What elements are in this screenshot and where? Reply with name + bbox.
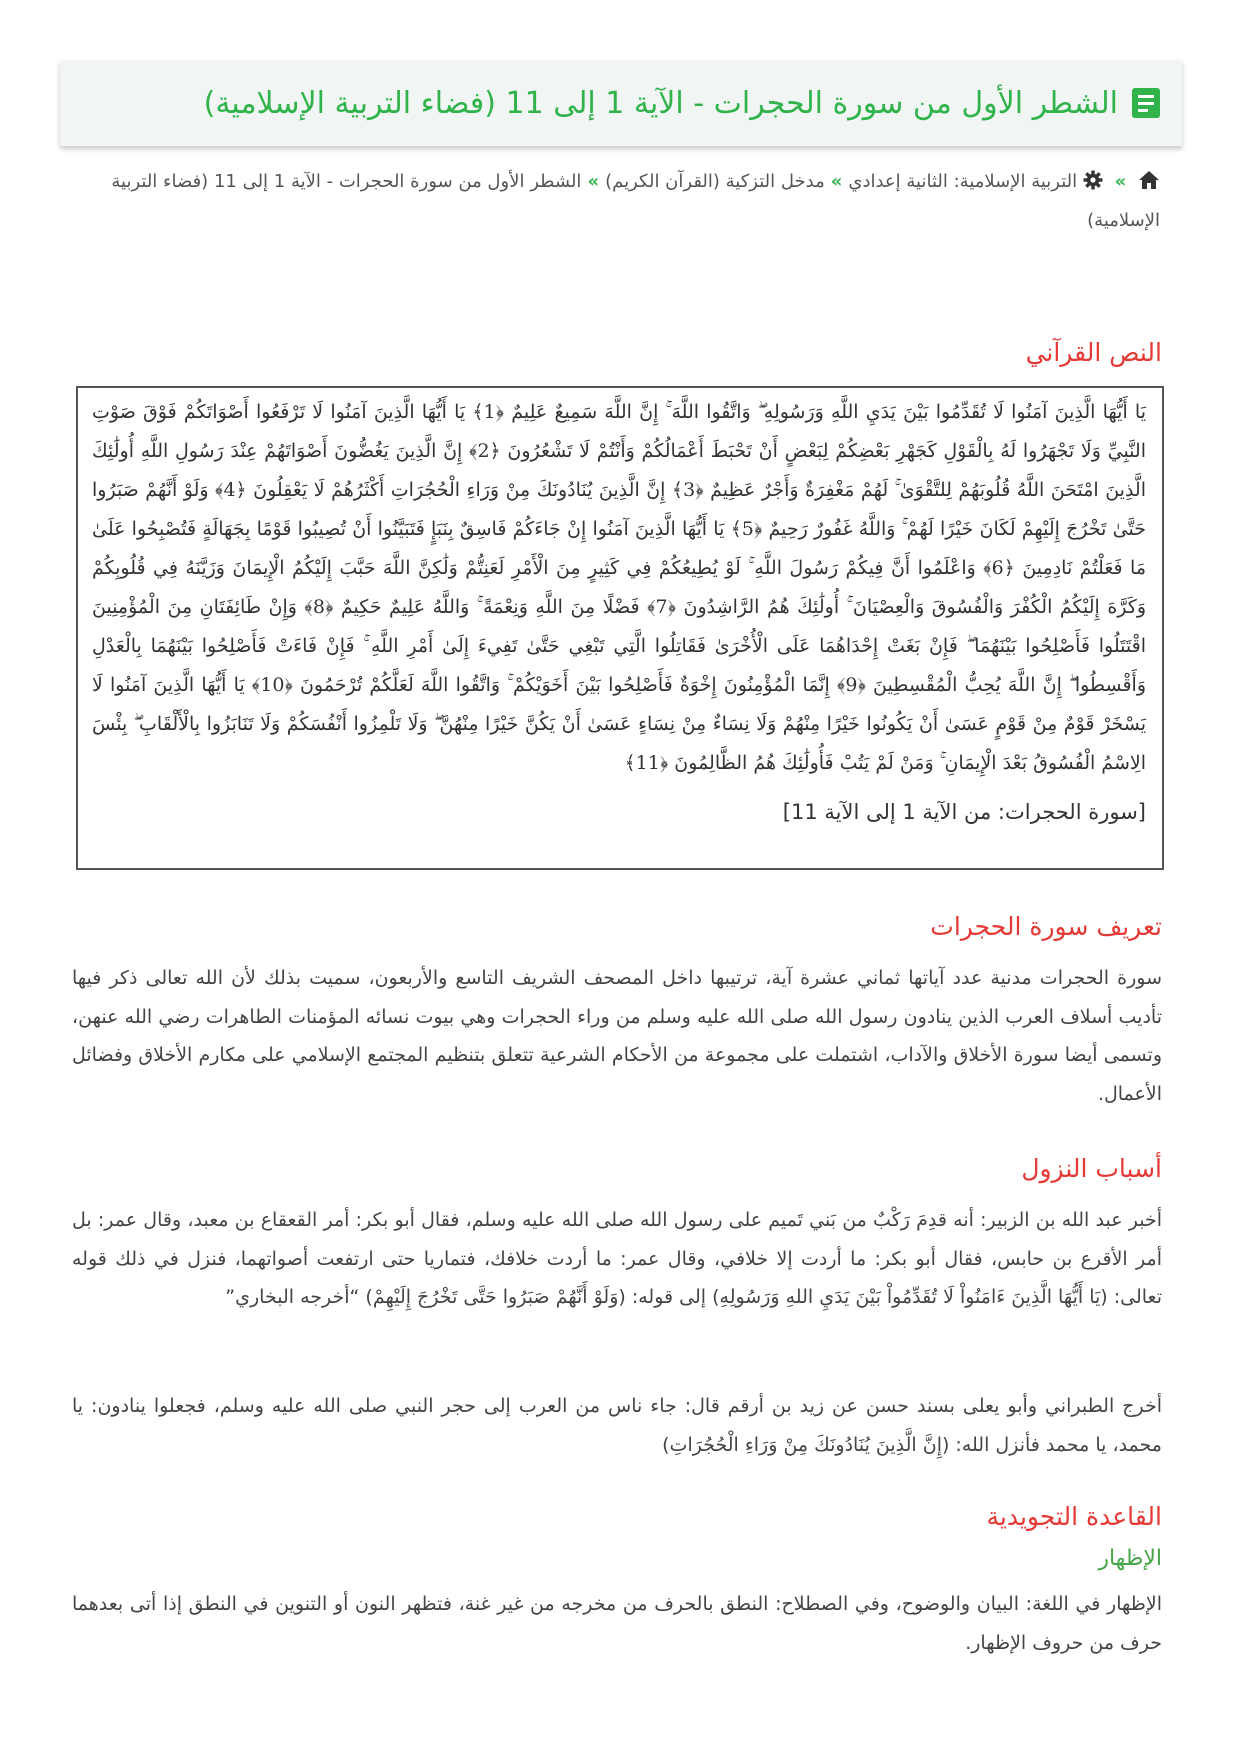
home-icon[interactable] [1138, 167, 1160, 203]
breadcrumb-separator: » [1114, 171, 1127, 192]
tajweed-section-heading: القاعدة التجويدية [986, 1502, 1162, 1531]
quran-reference: [سورة الحجرات: من الآية 1 إلى الآية 11] [782, 800, 1146, 824]
breadcrumb-current: الشطر الأول من سورة الحجرات - الآية 1 إلى 11 (فضاء التربية الإسلامية) [111, 171, 1160, 231]
gear-icon [1083, 167, 1103, 203]
definition-text: سورة الحجرات مدنية عدد آياتها ثماني عشرة آية، ترتيبها داخل المصحف الشريف التاسع والأربعون، سميت بذلك لأن الله تعالى ذكر فيها تأديب أسلاف العرب الذين ينادون رسول الله صلى الله عليه وسلم من وراء الحجرات وهي بيوت نسائه المؤمنات الطاهرات رضي الله عنهن، وتسمى أيضا سورة الأخلاق والآداب، اشتملت على مجموعة من الأحكام الشرعية تتعلق بتنظيم المجتمع الإسلامي على مكارم الأخلاق وفضائل الأعمال. [72, 967, 1162, 1105]
definition-section-heading: تعريف سورة الحجرات [930, 912, 1162, 941]
revelation-paragraph-1: أخبر عبد الله بن الزبير: أنه قدِمَ رَكْبٌ من بَني تَميم على رسول الله صلى الله عليه وسلم، فقال أبو بكر: أمر القعقاع بن معبد، وقال عمر: بل أمر الأقرع بن حابس، فقال أبو بكر: ما أردت إلا خلافي، وقال عمر: ما أردت خلافك، فتماريا حتى ارتفعت أصواتهما، فنزل في ذلك قوله تعالى: (يَا أَيُّهَا الَّذِينَ ءَامَنُواْ لَا تُقَدِّمُواْ بَيْنَ يَدَيِ اللهِ وَرَسُولِهِ) إلى قوله: (وَلَوْ أَنَّهُمْ صَبَرُوا حَتَّى تَخْرُجَ إِلَيْهِمْ) “أخرجه البخاري” [72, 1209, 1162, 1308]
revelation-paragraph-2: أخرج الطبراني وأبو يعلى بسند حسن عن زيد بن أرقم قال: جاء ناس من العرب إلى حجر النبي صلى الله عليه وسلم، فجعلوا ينادون: يا محمد، يا محمد فأنزل الله: (إِنَّ الَّذِينَ يُنَادُونَكَ مِنْ وَرَاءِ الْحُجُرَاتِ) [72, 1395, 1162, 1456]
revelation-section-heading: أسباب النزول [1021, 1154, 1162, 1183]
breadcrumb-separator: » [830, 171, 843, 192]
breadcrumb-link-grade[interactable]: التربية الإسلامية: الثانية إعدادي [848, 171, 1078, 192]
page-title: الشطر الأول من سورة الحجرات - الآية 1 إلى 11 (فضاء التربية الإسلامية) [203, 85, 1118, 121]
quran-text-box [76, 386, 1164, 870]
title-bar [60, 60, 1182, 146]
quran-section-heading: النص القرآني [1025, 338, 1162, 367]
breadcrumb-link-unit[interactable]: مدخل التزكية (القرآن الكريم) [605, 171, 825, 192]
document-list-icon [1132, 88, 1160, 118]
breadcrumb-separator: » [587, 171, 600, 192]
tajweed-subheading: الإظهار [1098, 1546, 1162, 1571]
breadcrumb [80, 164, 1160, 239]
tajweed-text: الإظهار في اللغة: البيان والوضوح، وفي الصطلاح: النطق بالحرف من مخرجه من غير غنة، فتظهر النون أو التنوين في النطق إذا أتى بعدهما حرف من حروف الإظهار. [72, 1593, 1162, 1654]
quran-text: يَا أَيُّهَا الَّذِينَ آمَنُوا لَا تُقَدِّمُوا بَيْنَ يَدَيِ اللَّهِ وَرَسُولِهِ ۖ وَاتَّقُوا اللَّهَ ۚ إِنَّ اللَّهَ سَمِيعٌ عَلِيمٌ ﴿1﴾ يَا أَيُّهَا الَّذِينَ آمَنُوا لَا تَرْفَعُوا أَصْوَاتَكُمْ فَوْقَ صَوْتِ النَّبِيِّ وَلَا تَجْهَرُوا لَهُ بِالْقَوْلِ كَجَهْرِ بَعْضِكُمْ لِبَعْضٍ أَنْ تَحْبَطَ أَعْمَالُكُمْ وَأَنْتُمْ لَا تَشْعُرُونَ ﴿2﴾ إِنَّ الَّذِينَ يَغُضُّونَ أَصْوَاتَهُمْ عِنْدَ رَسُولِ اللَّهِ أُولَٰئِكَ الَّذِينَ امْتَحَنَ اللَّهُ قُلُوبَهُمْ لِلتَّقْوَىٰ ۚ لَهُمْ مَغْفِرَةٌ وَأَجْرٌ عَظِيمٌ ﴿3﴾ إِنَّ الَّذِينَ يُنَادُونَكَ مِنْ وَرَاءِ الْحُجُرَاتِ أَكْثَرُهُمْ لَا يَعْقِلُونَ ﴿4﴾ وَلَوْ أَنَّهُمْ صَبَرُوا حَتَّىٰ تَخْرُجَ إِلَيْهِمْ لَكَانَ خَيْرًا لَهُمْ ۚ وَاللَّهُ غَفُورٌ رَحِيمٌ ﴿5﴾ يَا أَيُّهَا الَّذِينَ آمَنُوا إِنْ جَاءَكُمْ فَاسِقٌ بِنَبَإٍ فَتَبَيَّنُوا أَنْ تُصِيبُوا قَوْمًا بِجَهَالَةٍ فَتُصْبِحُوا عَلَىٰ مَا فَعَلْتُمْ نَادِمِينَ ﴿6﴾ وَاعْلَمُوا أَنَّ فِيكُمْ رَسُولَ اللَّهِ ۚ لَوْ يُطِيعُكُمْ فِي كَثِيرٍ مِنَ الْأَمْرِ لَعَنِتُّمْ وَلَٰكِنَّ اللَّهَ حَبَّبَ إِلَيْكُمُ الْإِيمَانَ وَزَيَّنَهُ فِي قُلُوبِكُمْ وَكَرَّهَ إِلَيْكُمُ الْكُفْرَ وَالْفُسُوقَ وَالْعِصْيَانَ ۚ أُولَٰئِكَ هُمُ الرَّاشِدُونَ ﴿7﴾ فَضْلًا مِنَ اللَّهِ وَنِعْمَةً ۚ وَاللَّهُ عَلِيمٌ حَكِيمٌ ﴿8﴾ وَإِنْ طَائِفَتَانِ مِنَ الْمُؤْمِنِينَ اقْتَتَلُوا فَأَصْلِحُوا بَيْنَهُمَا ۖ فَإِنْ بَغَتْ إِحْدَاهُمَا عَلَى الْأُخْرَىٰ فَقَاتِلُوا الَّتِي تَبْغِي حَتَّىٰ تَفِيءَ إِلَىٰ أَمْرِ اللَّهِ ۚ فَإِنْ فَاءَتْ فَأَصْلِحُوا بَيْنَهُمَا بِالْعَدْلِ وَأَقْسِطُوا ۖ إِنَّ اللَّهَ يُحِبُّ الْمُقْسِطِينَ ﴿9﴾ إِنَّمَا الْمُؤْمِنُونَ إِخْوَةٌ فَأَصْلِحُوا بَيْنَ أَخَوَيْكُمْ ۚ وَاتَّقُوا اللَّهَ لَعَلَّكُمْ تُرْحَمُونَ ﴿10﴾ يَا أَيُّهَا الَّذِينَ آمَنُوا لَا يَسْخَرْ قَوْمٌ مِنْ قَوْمٍ عَسَىٰ أَنْ يَكُونُوا خَيْرًا مِنْهُمْ وَلَا نِسَاءٌ مِنْ نِسَاءٍ عَسَىٰ أَنْ يَكُنَّ خَيْرًا مِنْهُنَّ ۖ وَلَا تَلْمِزُوا أَنْفُسَكُمْ وَلَا تَنَابَزُوا بِالْأَلْقَابِ ۖ بِئْسَ الِاسْمُ الْفُسُوقُ بَعْدَ الْإِيمَانِ ۚ وَمَنْ لَمْ يَتُبْ فَأُولَٰئِكَ هُمُ الظَّالِمُونَ ﴿11﴾ [92, 401, 1147, 774]
